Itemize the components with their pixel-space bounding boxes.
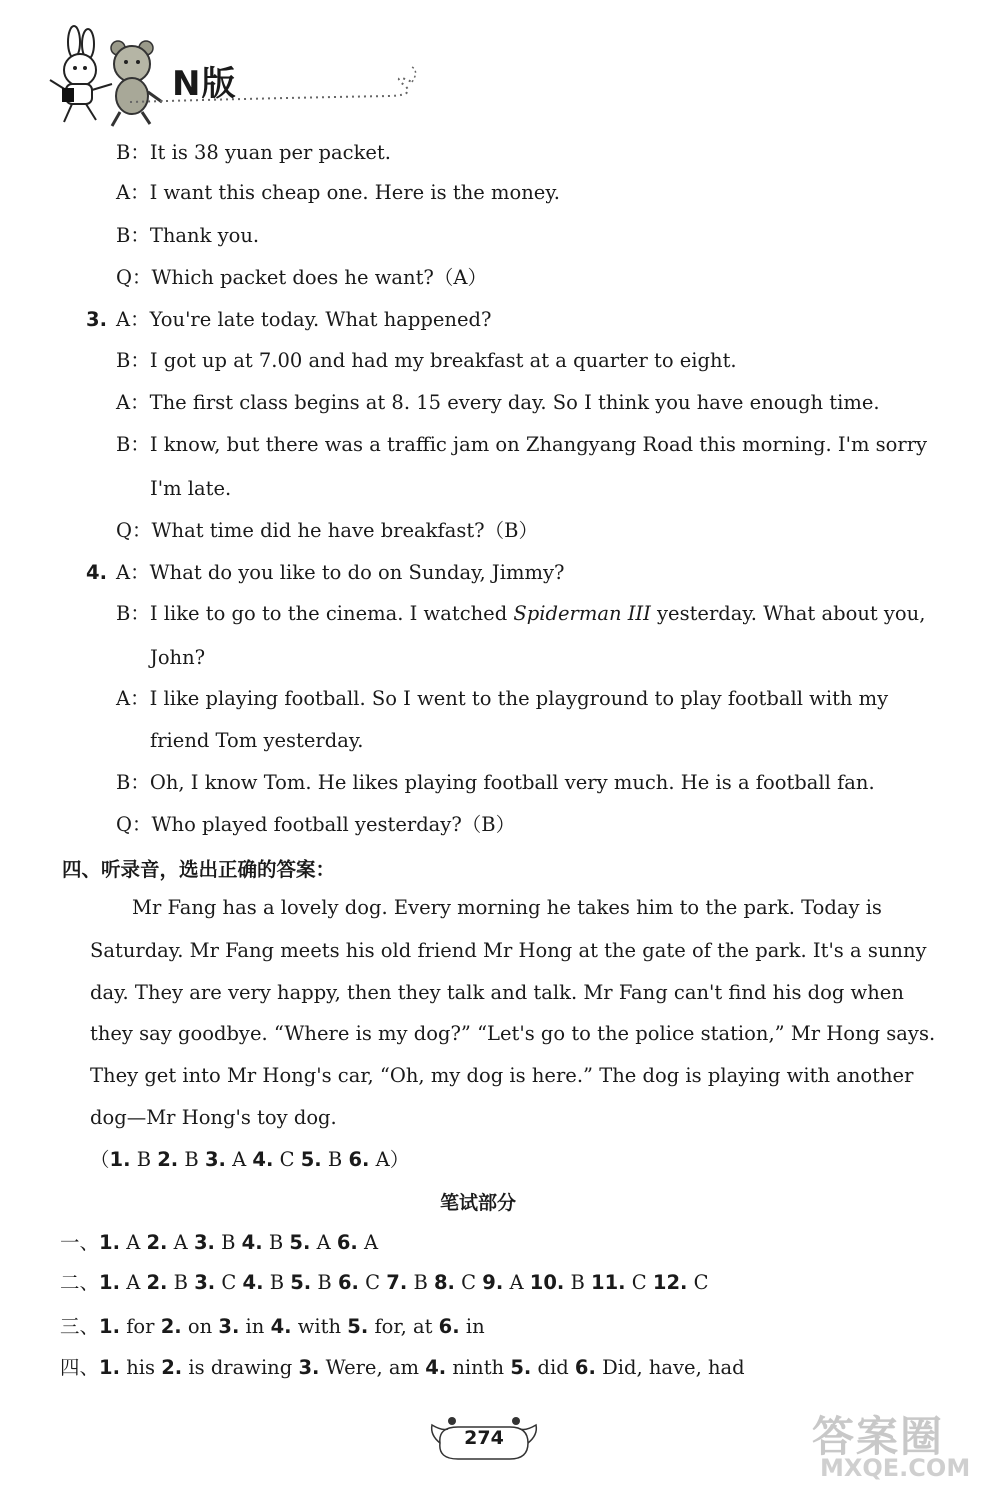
answer-value: A <box>310 1231 337 1254</box>
dialogue-line <box>116 601 925 627</box>
passage-line: they say goodbye. “Where is my dog?” “Let's go to the police station,” Mr Hong says. <box>90 1022 936 1045</box>
answer-number: 6. <box>574 1356 596 1379</box>
answer-value: did <box>531 1356 575 1379</box>
dialogue-line <box>86 307 492 333</box>
answer-value: for, at <box>368 1315 439 1338</box>
dialogue-line <box>116 432 927 458</box>
watermark <box>800 1400 1000 1489</box>
answer-number: 3. <box>218 1315 240 1338</box>
passage-line: Saturday. Mr Fang meets his old friend Mr Hong at the gate of the park. It's a sunny <box>90 939 927 962</box>
written-row <box>60 1355 745 1381</box>
row-label: 二、 <box>60 1271 100 1294</box>
watermark-logo: 答案圈 <box>812 1412 945 1461</box>
answer-value: A <box>225 1148 253 1171</box>
dialogue-line <box>150 645 205 671</box>
line-text: Who played football yesterday?（B） <box>151 813 516 836</box>
answer-value: A <box>503 1271 530 1294</box>
answer-value: C <box>687 1271 709 1294</box>
line-text: What time did he have breakfast?（B） <box>151 519 538 542</box>
answer-number: 4. <box>241 1231 263 1254</box>
answer-number: 3. <box>194 1271 216 1294</box>
line-text: I like playing football. So I went to the playground to play football with my <box>149 687 889 710</box>
answer-value: B <box>311 1271 338 1294</box>
answer-value: his <box>120 1356 162 1379</box>
header-dotted-divider <box>120 52 540 112</box>
answer-value: B <box>407 1271 434 1294</box>
speaker-label: Q： <box>116 266 152 289</box>
section-4-answers <box>90 1147 409 1173</box>
answer-number: 4. <box>242 1271 264 1294</box>
answer-value: B <box>262 1231 290 1254</box>
answer-number: 8. <box>433 1271 455 1294</box>
answer-value: A <box>369 1148 390 1171</box>
dialogue-line <box>86 560 565 586</box>
speaker-label: A： <box>116 561 150 584</box>
row-label: 三、 <box>60 1315 100 1338</box>
speaker-label: B： <box>116 349 150 372</box>
answer-value: Were, am <box>319 1356 426 1379</box>
answer-number: 5. <box>290 1271 312 1294</box>
line-text: What do you like to do on Sunday, Jimmy? <box>149 561 565 584</box>
answer-number: 3. <box>298 1356 320 1379</box>
dialogue-line <box>116 390 880 416</box>
answer-number: 5. <box>347 1315 369 1338</box>
answer-value: C <box>625 1271 653 1294</box>
answer-number: 5. <box>289 1231 311 1254</box>
answer-value: for <box>120 1315 161 1338</box>
dialogue-line <box>116 140 391 166</box>
answer-number: 4. <box>270 1315 292 1338</box>
written-section-title: 笔试部分 <box>440 1192 517 1214</box>
answer-number: 2. <box>146 1271 168 1294</box>
paren-open: （ <box>90 1148 110 1171</box>
answer-value: on <box>181 1315 219 1338</box>
answer-number: 3. <box>193 1231 215 1254</box>
line-text: John? <box>150 646 206 669</box>
written-row <box>60 1230 378 1256</box>
answer-value: B <box>167 1271 195 1294</box>
answer-value: B <box>263 1271 291 1294</box>
speaker-label: B： <box>116 224 150 247</box>
dialogue-line <box>116 812 515 838</box>
answer-number: 1. <box>99 1315 120 1338</box>
line-text: I got up at 7.00 and had my breakfast at a quarter to eight. <box>149 349 737 372</box>
answer-value: with <box>291 1315 348 1338</box>
speaker-label: A： <box>116 391 150 414</box>
answer-number: 11. <box>591 1271 626 1294</box>
answer-number: 10. <box>529 1271 565 1294</box>
passage-line: They get into Mr Hong's car, “Oh, my dog is here.” The dog is playing with another <box>90 1064 914 1087</box>
answer-number: 5. <box>510 1356 532 1379</box>
passage-line: day. They are very happy, then they talk and talk. Mr Fang can't find his dog when <box>90 981 904 1004</box>
dialogue-line <box>150 476 231 502</box>
dialogue-line <box>116 348 737 374</box>
answer-number: 2. <box>157 1148 179 1171</box>
line-text: yesterday. What about you, <box>650 602 926 625</box>
answer-value: B <box>178 1148 205 1171</box>
answer-number: 2. <box>146 1231 168 1254</box>
speaker-label: B： <box>116 433 150 456</box>
dialogue-line <box>116 686 888 712</box>
answer-number: 2. <box>161 1356 183 1379</box>
dialogue-line <box>116 223 259 249</box>
line-text: I know, but there was a traffic jam on Zhangyang Road this morning. I'm sorry <box>149 433 928 456</box>
dialogue-line <box>116 770 875 796</box>
watermark-url: MXQE.COM <box>820 1454 971 1482</box>
answer-number: 7. <box>386 1271 408 1294</box>
written-row <box>60 1270 709 1296</box>
answer-value: C <box>358 1271 387 1294</box>
answer-value: B <box>214 1231 242 1254</box>
answer-value: B <box>130 1148 158 1171</box>
film-title: Spiderman III <box>513 602 651 625</box>
dialogue-line <box>150 728 363 754</box>
line-text: Which packet does he want?（A） <box>151 266 487 289</box>
answer-value: ninth <box>446 1356 511 1379</box>
speaker-label: B： <box>116 771 150 794</box>
speaker-label: Q： <box>116 519 152 542</box>
answer-number: 1. <box>109 1148 131 1171</box>
dialogue-line <box>116 180 560 206</box>
answer-number: 12. <box>652 1271 688 1294</box>
edition-title: N版 <box>172 64 237 104</box>
item-number: 4. <box>86 561 107 584</box>
dialogue-line <box>116 518 538 544</box>
answer-value: A <box>120 1271 147 1294</box>
dialogue-line <box>116 265 487 291</box>
line-text: I want this cheap one. Here is the money. <box>149 181 560 204</box>
line-text: It is 38 yuan per packet. <box>149 141 391 164</box>
passage-line: Mr Fang has a lovely dog. Every morning he takes him to the park. Today is <box>132 896 882 919</box>
line-text: I'm late. <box>150 477 232 500</box>
page-number-badge <box>428 1413 540 1465</box>
line-text: I like to go to the cinema. I watched <box>149 602 514 625</box>
speaker-label: Q： <box>116 813 152 836</box>
line-text: Oh, I know Tom. He likes playing football very much. He is a football fan. <box>149 771 875 794</box>
row-label: 一、 <box>60 1231 100 1254</box>
answer-value: B <box>564 1271 592 1294</box>
line-text: The first class begins at 8. 15 every day. So I think you have enough time. <box>149 391 880 414</box>
speaker-label: B： <box>116 602 150 625</box>
line-text: friend Tom yesterday. <box>150 729 364 752</box>
page-header <box>0 0 1000 120</box>
answer-number: 6. <box>348 1148 370 1171</box>
answer-value: Did, have, had <box>595 1356 745 1379</box>
answer-value: C <box>215 1271 243 1294</box>
answer-number: 6. <box>438 1315 460 1338</box>
answer-value: A <box>357 1231 379 1254</box>
answer-number: 6. <box>337 1271 359 1294</box>
speaker-label: A： <box>116 308 150 331</box>
speaker-label: A： <box>116 181 150 204</box>
answer-number: 1. <box>99 1356 120 1379</box>
answer-number: 5. <box>300 1148 322 1171</box>
row-label: 四、 <box>60 1356 100 1379</box>
answer-value: in <box>459 1315 485 1338</box>
speaker-label: B： <box>116 141 150 164</box>
line-text: You're late today. What happened? <box>149 308 492 331</box>
answer-value: A <box>120 1231 147 1254</box>
page-number: 274 <box>464 1427 504 1449</box>
answer-value: C <box>273 1148 301 1171</box>
answer-value: B <box>321 1148 349 1171</box>
answer-number: 4. <box>252 1148 274 1171</box>
speaker-label: A： <box>116 687 150 710</box>
answer-value: C <box>454 1271 483 1294</box>
item-number: 3. <box>86 308 107 331</box>
answer-number: 3. <box>204 1148 226 1171</box>
paren-close: ） <box>389 1148 410 1171</box>
answer-value: is drawing <box>182 1356 299 1379</box>
section-4-heading: 四、听录音，选出正确的答案： <box>62 858 336 881</box>
line-text: Thank you. <box>149 224 260 247</box>
written-row <box>60 1314 485 1340</box>
answer-number: 1. <box>99 1231 120 1254</box>
answer-number: 9. <box>482 1271 504 1294</box>
answer-value: A <box>167 1231 194 1254</box>
answer-number: 6. <box>336 1231 358 1254</box>
answer-number: 2. <box>160 1315 182 1338</box>
answer-number: 1. <box>99 1271 120 1294</box>
answer-value: in <box>239 1315 271 1338</box>
passage-line: dog—Mr Hong's toy dog. <box>90 1106 337 1129</box>
answer-number: 4. <box>425 1356 447 1379</box>
